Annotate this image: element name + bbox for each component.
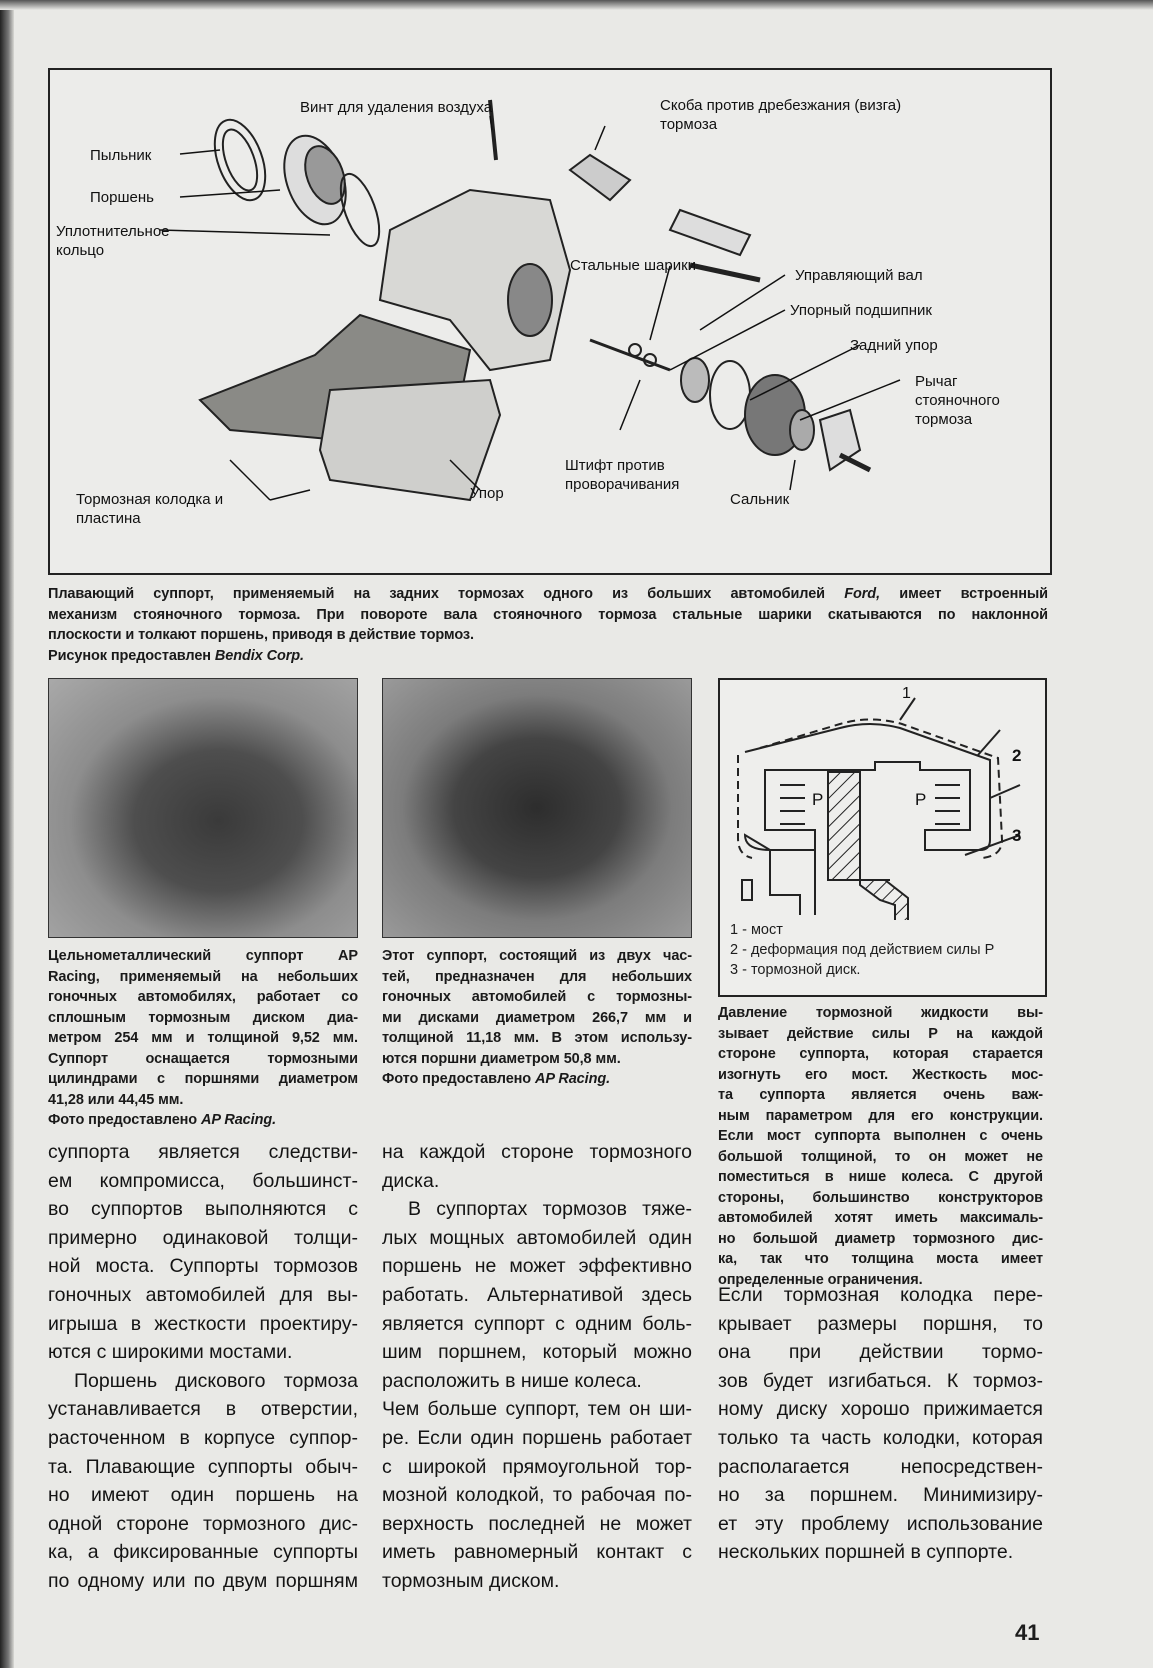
text-line: 41,28 или 44,45 мм. [48,1091,184,1108]
text-line: ной моста. Суппорты тормозов [48,1255,358,1278]
caption-credit-name: Bendix Corp. [214,647,304,664]
text-line: но большой диаметр тормозного дис- [718,1230,1043,1247]
credit-text: Фото предоставлено [382,1071,532,1087]
label-thrust-bearing: Упорный подшипник [790,302,932,319]
body-column-3 [718,1281,1043,1567]
caliper-deflection-diagram [718,678,1047,997]
text-line: лых мощных автомобилей один [382,1226,692,1249]
text-line: ются поршни диаметром 50,8 мм. [382,1050,621,1067]
label-stop: Упор [470,485,504,502]
caption-ford: Ford, [844,586,880,602]
label-pad-2: пластина [76,510,141,527]
text-line: ному диску хорошо прижимается [718,1398,1043,1421]
text-line: поршень не может эффективно [382,1255,692,1278]
photo2-caption [382,946,692,1090]
text-line: гоночных автомобилей для вы- [48,1283,358,1306]
label-anti-rotation-1: Штифт против [565,457,665,474]
text-line: стороне суппорта, которая старается [718,1046,1043,1062]
text-line: Суппорт оснащается тормозными [48,1050,358,1067]
text-line: одной стороне тормозного дис- [48,1512,358,1535]
deflection-drawing [720,680,1045,920]
text-line: изогнуть его мост. Жесткость мос- [718,1066,1043,1083]
text-line: Давление тормозной жидкости вы- [718,1005,1043,1021]
label-anti-rattle-2: тормоза [660,116,718,133]
marker-2: 2 [1012,746,1022,765]
text-line: Racing, применяемый на небольших [48,968,358,985]
label-pad-1: Тормозная колодка и [76,491,224,508]
text-line: ным параметром для его конструкции. [718,1107,1043,1124]
text-line: зов будет изгибаться. К тормоз- [718,1369,1043,1392]
photo-credit [382,1069,692,1090]
text-line: ет эту проблему использование [718,1512,1043,1535]
label-seal-ring-1: Уплотнительное [56,223,170,240]
label-seal-ring-2: кольцо [56,242,105,259]
text-line: зывает действие силы Р на каждой [718,1025,1043,1042]
text-line: на каждой стороне тормозного [382,1141,692,1163]
diagram-caption [718,1003,1043,1290]
text-line: но за поршнем. Минимизиру- [718,1484,1043,1507]
text-line: ются с широкими мостами. [48,1341,293,1364]
text-line: гоночных автомобилях, работает со [48,989,358,1005]
credit-text: Фото предоставлено [48,1112,198,1128]
text-line: тормозным диском. [382,1569,560,1592]
caption-line: механизм стояночного тормоза. При повороте вала стояночного тормоза стальные шарики скатываются по наклонной [48,606,1048,623]
marker-3: 3 [1012,826,1022,845]
text-line: верхность последней не может [382,1512,692,1535]
text-line: Чем больше суппорт, тем он ши- [382,1398,692,1421]
photo-credit [48,1110,358,1131]
text-line: поместиться в нише колеса. С другой [718,1169,1043,1185]
text-line: большой толщиной, то он может не [718,1148,1043,1165]
label-lever-1: Рычаг [915,373,958,390]
text-line: цилиндрами с поршнями диаметром [48,1071,358,1087]
text-line: с широкой прямоугольной тор- [382,1455,692,1478]
figure-top-caption [48,584,1048,666]
text-line: расположить в нише колеса. [382,1369,642,1392]
photo-ap-racing-monoblock-caliper [48,678,358,938]
text-line: но имеют один поршень на [48,1484,358,1507]
text-line: гоночных автомобилей с тормозны- [382,989,692,1005]
text-line: ре. Если один поршень работает [382,1426,692,1449]
label-anti-rotation-2: проворачивания [565,476,680,493]
credit-name: AP Racing. [535,1071,611,1087]
text-line: она при действии тормо- [718,1341,1043,1364]
photo1-caption [48,946,358,1131]
text-line: только та часть колодки, которая [718,1426,1043,1449]
text-line: работать. Альтернативой здесь [382,1283,692,1306]
text-line: Если мост суппорта выполнен с очень [718,1128,1043,1144]
text-line: диска. [382,1169,440,1192]
scan-top-shadow [0,0,1153,10]
text-line: во суппортов выполняются с [48,1198,358,1221]
text-line: сплошным тормозным диском диа- [48,1009,358,1026]
text-line: расточенном в корпусе суппор- [48,1426,358,1449]
text-line: является суппорт с одним боль- [382,1312,692,1335]
text-line: иметь равномерный контакт с [382,1541,692,1564]
text-line: тей, предназначен для небольших [382,968,692,985]
text-line: та. Плавающие суппорты обыч- [48,1455,358,1478]
text-line: метром 254 мм и толщиной 9,52 мм. [48,1030,358,1046]
label-lever-2: стояночного [915,392,1000,409]
text-line: ем компромисса, большинст- [48,1169,358,1192]
page-number: 41 [1015,1620,1040,1645]
force-label-right: P [915,790,927,809]
credit-name: AP Racing. [201,1112,277,1128]
text-line: по одному или по двум поршням [48,1569,358,1592]
text-line: примерно одинаковой толщи- [48,1226,358,1249]
text-line: устанавливается в отверстии, [48,1398,358,1421]
text-line: Если тормозная колодка пере- [718,1284,1043,1306]
legend-item: 2 - деформация под действием силы Р [730,942,995,958]
label-control-shaft: Управляющий вал [795,267,923,284]
label-bleeder: Винт для удаления воздуха [300,99,493,116]
caption-line: имеет встроенный [899,586,1048,602]
text-line: В суппортах тормозов тяже- [408,1198,692,1221]
caption-credit: Рисунок предоставлен [48,647,211,664]
text-line: толщиной 11,18 мм. В этом использу- [382,1030,692,1046]
label-anti-rattle-1: Скоба против дребезжания (визга) [660,97,902,114]
label-lever-3: тормоза [915,411,973,428]
legend-item: 3 - тормозной диск. [730,962,861,978]
label-rear-stop: Задний упор [850,337,938,354]
text-line: суппорта является следстви- [48,1141,358,1163]
text-line: автомобилей хотят иметь максималь- [718,1210,1043,1226]
text-line: Цельнометаллический суппорт AP [48,948,358,964]
legend-item: 1 - мост [730,922,783,938]
exploded-caliper-figure [48,68,1052,575]
text-line: Этот суппорт, состоящий из двух час- [382,948,692,964]
text-line: игрыша в жесткости проектиру- [48,1312,358,1335]
caption-line: Плавающий суппорт, применяемый на задних тормозах одного из больших автомобилей [48,586,825,602]
text-line: крывает размеры поршня, то [718,1312,1043,1335]
text-line: определенные ограничения. [718,1271,923,1288]
text-line: мозной колодкой, то рабочая по- [382,1484,692,1507]
body-column-1 [48,1138,358,1596]
text-line: ка, так что толщина моста имеет [718,1251,1043,1267]
caption-line: плоскости и толкают поршень, приводя в действие тормоз. [48,627,474,643]
text-line: ка, а фиксированные суппорты [48,1541,358,1564]
marker-1: 1 [902,685,911,702]
force-label-left: P [812,790,824,809]
text-line: стороны, большинство конструкторов [718,1189,1043,1206]
label-oil-seal: Сальник [730,491,790,508]
text-line: Поршень дискового тормоза [74,1369,358,1392]
scan-edge-shadow [0,0,14,1668]
diagram-legend [730,920,994,980]
text-line: нескольких поршней в суппорте. [718,1541,1014,1564]
photo-two-piece-caliper [382,678,692,938]
label-piston: Поршень [90,189,154,206]
label-boot: Пыльник [90,147,152,164]
label-steel-balls: Стальные шарики [570,257,697,274]
text-line: располагается непосредствен- [718,1455,1043,1478]
text-line: ми дисками диаметром 266,7 мм и [382,1009,692,1026]
text-line: та суппорта является очень важ- [718,1087,1043,1103]
body-column-2 [382,1138,692,1596]
text-line: шим поршнем, который можно [382,1341,692,1364]
